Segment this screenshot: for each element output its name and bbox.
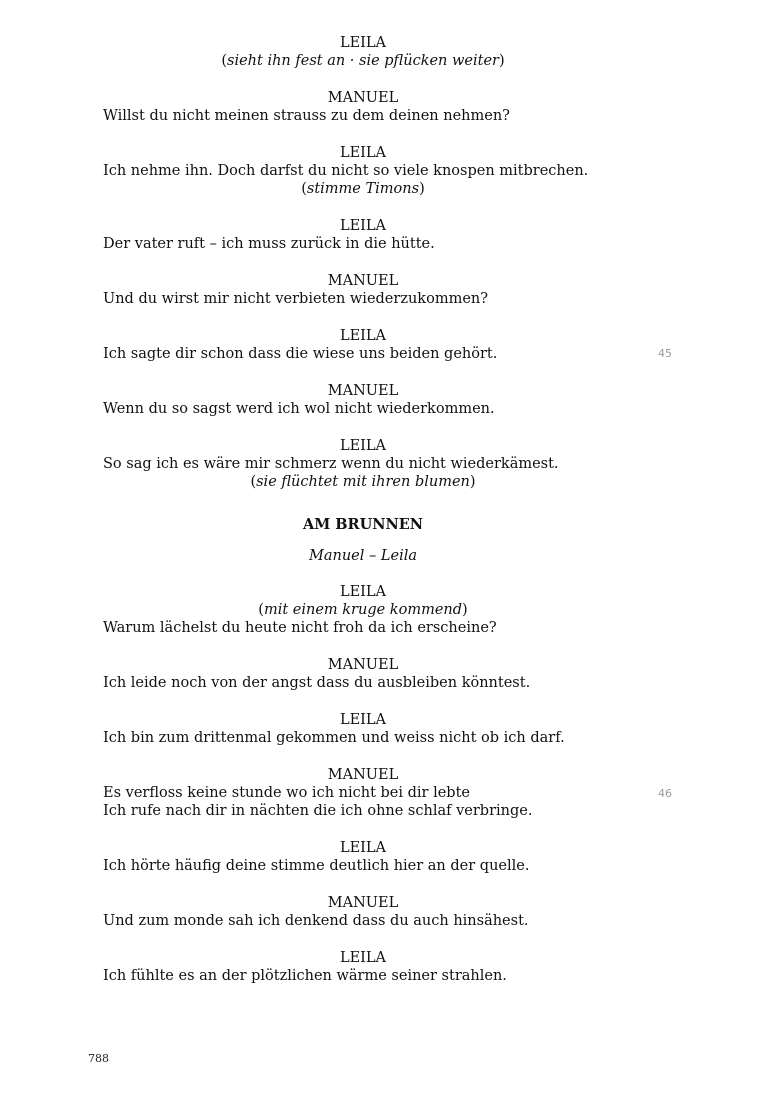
speaker-name: MANUEL [327, 90, 399, 106]
speaker-name: MANUEL [327, 657, 399, 673]
verse-line: Ich rufe nach dir in nächten die ich ohne schlaf verbringe. [103, 803, 533, 819]
line-number: 46 [658, 787, 672, 800]
speaker-name: MANUEL [327, 273, 399, 289]
verse-line: Ich bin zum drittenmal gekommen und weiss nicht ob ich darf. [103, 730, 565, 746]
speaker-name: LEILA [339, 328, 387, 344]
speaker-name: LEILA [339, 145, 387, 161]
stage-direction-text: sie flüchtet mit ihren blumen [256, 474, 470, 490]
verse-line: Ich hörte häufig deine stimme deutlich hier an der quelle. [103, 858, 530, 874]
speaker-name: LEILA [339, 950, 387, 966]
line-number: 45 [658, 347, 672, 360]
speaker-name: MANUEL [327, 895, 399, 911]
verse-line: Es verfloss keine stunde wo ich nicht bei dir lebte [103, 785, 470, 801]
stage-direction: (sieht ihn fest an · sie pflücken weiter) [221, 53, 505, 69]
verse-line: Ich fühlte es an der plötzlichen wärme seiner strahlen. [103, 968, 507, 984]
verse-line: So sag ich es wäre mir schmerz wenn du nicht wiederkämest. [103, 456, 559, 472]
speaker-name: LEILA [339, 584, 387, 600]
verse-line: Warum lächelst du heute nicht froh da ich erscheine? [103, 620, 497, 636]
verse-line: Willst du nicht meinen strauss zu dem deinen nehmen? [103, 108, 510, 124]
speaker-name: LEILA [339, 218, 387, 234]
verse-line: Und du wirst mir nicht verbieten wiederzukommen? [103, 291, 489, 307]
page-number: 788 [88, 1052, 109, 1065]
speaker-name: LEILA [339, 840, 387, 856]
stage-direction: (stimme Timons) [301, 181, 425, 197]
scene-heading: AM BRUNNEN [302, 516, 424, 533]
speaker-name: LEILA [339, 712, 387, 728]
speaker-name: LEILA [339, 35, 387, 51]
verse-line: Ich nehme ihn. Doch darfst du nicht so viele knospen mitbrechen. [103, 163, 589, 179]
stage-direction-text: sieht ihn fest an · sie pflücken weiter [227, 53, 499, 69]
verse-line: Ich sagte dir schon dass die wiese uns beiden gehört. [103, 346, 498, 362]
speaker-name: LEILA [339, 438, 387, 454]
stage-direction-text: stimme Timons [306, 181, 420, 197]
stage-direction: (sie flüchtet mit ihren blumen) [250, 474, 476, 490]
verse-line: Der vater ruft – ich muss zurück in die hütte. [103, 236, 435, 252]
stage-direction: (mit einem kruge kommend) [258, 602, 468, 618]
speaker-name: MANUEL [327, 383, 399, 399]
speaker-name: MANUEL [327, 767, 399, 783]
scene-cast: Manuel – Leila [309, 548, 417, 564]
verse-line: Ich leide noch von der angst dass du ausbleiben könntest. [103, 675, 531, 691]
verse-line: Und zum monde sah ich denkend dass du auch hinsähest. [103, 913, 529, 929]
stage-direction-text: mit einem kruge kommend [263, 602, 463, 618]
verse-line: Wenn du so sagst werd ich wol nicht wiederkommen. [103, 401, 495, 417]
